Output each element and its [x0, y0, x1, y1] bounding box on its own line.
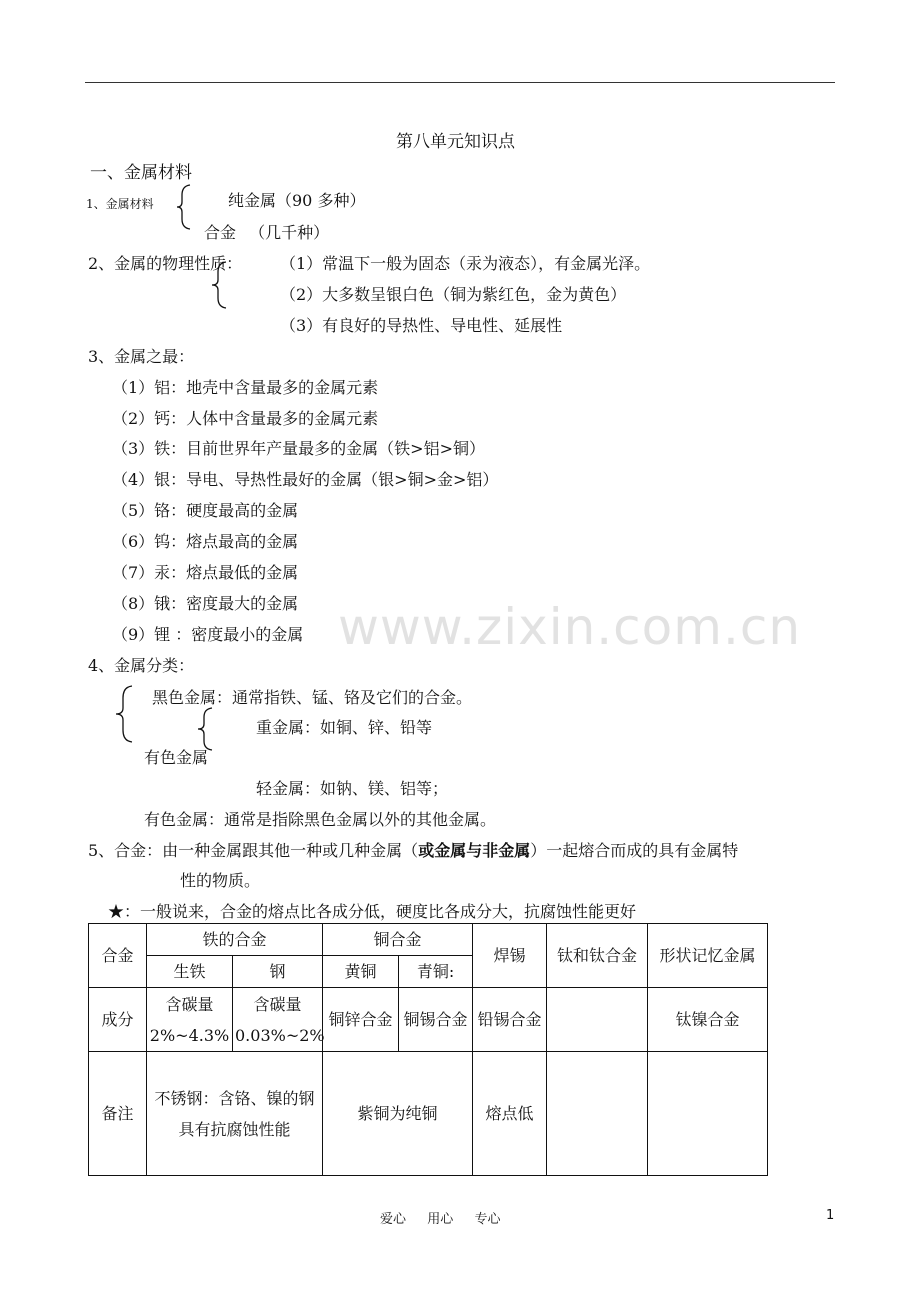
superlative-item: （2）钙：人体中含量最多的金属元素: [112, 409, 379, 428]
superlative-item: （9）锂 ：密度最小的金属: [112, 625, 304, 644]
cell-shape-memory-remark: [648, 1052, 768, 1176]
cell-pig-iron-composition: 含碳量 2%~4.3%: [147, 988, 233, 1052]
black-metal-definition: 黑色金属：通常指铁、锰、铬及它们的合金。: [152, 688, 473, 707]
superlative-item: （1）铝：地壳中含量最多的金属元素: [112, 378, 379, 397]
metal-material-label: 1、金属材料: [86, 197, 154, 211]
alloy-note: ★：一般说来，合金的熔点比各成分低，硬度比各成分大，抗腐蚀性能更好: [108, 902, 637, 921]
header-solder: 焊锡: [473, 924, 547, 988]
cell-titanium-remark: [547, 1052, 648, 1176]
header-copper-alloy: 铜合金: [323, 924, 473, 956]
header-rule: [85, 82, 835, 83]
cell-shape-memory-composition: 钛镍合金: [648, 988, 768, 1052]
superlatives-label: 3、金属之最：: [88, 347, 195, 366]
physical-property-1: （1）常温下一般为固态（汞为液态），有金属光泽。: [280, 254, 651, 273]
cell-solder-composition: 铅锡合金: [473, 988, 547, 1052]
cell-brass-composition: 铜锌合金: [323, 988, 399, 1052]
header-bronze: 青铜:: [399, 956, 473, 988]
page-title: 第八单元知识点: [396, 132, 515, 152]
superlative-item: （8）锇：密度最大的金属: [112, 594, 299, 613]
alloy-definition-start: 5、合金：由一种金属跟其他一种或几种金属（: [88, 841, 419, 860]
cell-bronze-composition: 铜锡合金: [399, 988, 473, 1052]
cell-solder-remark: 熔点低: [473, 1052, 547, 1176]
section-heading-metal-materials: 一、金属材料: [90, 163, 192, 183]
alloy-count-item: 合金 （几千种）: [204, 223, 330, 242]
page-number: 1: [826, 1208, 835, 1223]
physical-properties-label: 2、金属的物理性质：: [88, 254, 243, 273]
alloy-definition-end: ）一起熔合而成的具有金属特: [530, 841, 739, 860]
pure-metal-item: 纯金属（90 多种）: [228, 191, 366, 210]
alloy-definition-bold: 或金属与非金属: [418, 841, 531, 860]
row-label-composition: 成分: [89, 988, 147, 1052]
physical-property-2: （2）大多数呈银白色（铜为紫红色，金为黄色）: [280, 285, 627, 304]
colored-metal-definition: 有色金属：通常是指除黑色金属以外的其他金属。: [144, 810, 497, 829]
brace-metal-material: [176, 183, 194, 231]
heavy-metal-item: 重金属：如铜、锌、铅等: [256, 718, 433, 737]
colored-metal-label: 有色金属: [144, 748, 209, 767]
header-pig-iron: 生铁: [147, 956, 233, 988]
superlative-item: （4）银：导电、导热性最好的金属（银>铜>金>铝）: [112, 470, 499, 489]
footer-motto: 爱心 用心 专心: [380, 1212, 501, 1227]
cell-steel-composition: 含碳量 0.03%~2%: [233, 988, 323, 1052]
header-brass: 黄铜: [323, 956, 399, 988]
header-titanium: 钛和钛合金: [547, 924, 648, 988]
row-label-remark: 备注: [89, 1052, 147, 1176]
alloy-table: [88, 923, 768, 1176]
brace-physical-properties: [210, 260, 230, 310]
alloy-definition-line2: 性的物质。: [180, 871, 261, 890]
alloy-definition-line: [88, 838, 738, 861]
superlative-item: （6）钨：熔点最高的金属: [112, 532, 299, 551]
header-iron-alloy: 铁的合金: [147, 924, 323, 956]
superlative-item: （3）铁：目前世界年产量最多的金属（铁>铝>铜）: [112, 439, 485, 458]
watermark: www.zixin.com.cn: [338, 598, 802, 656]
cell-titanium-composition: [547, 988, 648, 1052]
superlative-item: （5）铬：硬度最高的金属: [112, 501, 299, 520]
cell-copper-remark: 紫铜为纯铜: [323, 1052, 473, 1176]
classification-label: 4、金属分类：: [88, 656, 195, 675]
superlative-item: （7）汞：熔点最低的金属: [112, 563, 299, 582]
header-shape-memory: 形状记忆金属: [648, 924, 768, 988]
row-label-alloy: 合金: [89, 924, 147, 988]
light-metal-item: 轻金属：如钠、镁、铝等；: [256, 779, 449, 798]
cell-iron-remark: 不锈钢：含铬、镍的钢 具有抗腐蚀性能: [147, 1052, 323, 1176]
brace-classification: [114, 684, 136, 744]
physical-property-3: （3）有良好的导热性、导电性、延展性: [280, 316, 563, 335]
header-steel: 钢: [233, 956, 323, 988]
